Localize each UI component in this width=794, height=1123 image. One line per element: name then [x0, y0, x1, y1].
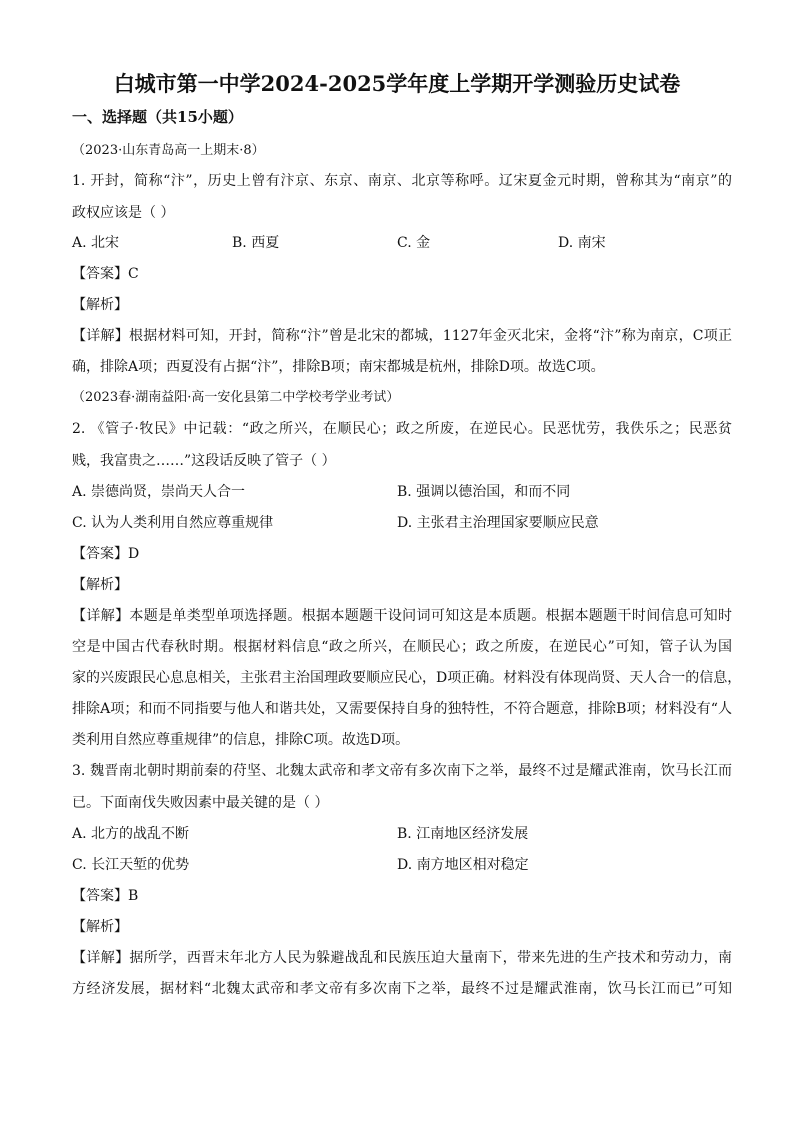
- q1-detail-line1: 【详解】根据材料可知，开封，简称“汴”曾是北宋的都城，1127年金灭北宋，金将“汴”称为南京，C项正: [72, 328, 732, 344]
- q3-option-b: B. 江南地区经济发展: [397, 826, 529, 842]
- q2-answer: 【答案】D: [72, 546, 140, 562]
- q1-stem-line1: 1. 开封，简称“汴”，历史上曾有汴京、东京、南京、北京等称呼。辽宋夏金元时期，曾称其为“南京”的: [72, 173, 732, 189]
- q1-option-d: D. 南宋: [558, 235, 606, 251]
- q2-option-a: A. 崇德尚贤，崇尚天人合一: [72, 484, 246, 500]
- q3-option-a: A. 北方的战乱不断: [72, 826, 190, 842]
- q2-stem-line1: 2. 《管子·牧民》中记载：“政之所兴，在顺民心；政之所废，在逆民心。民恶忧劳，我佚乐之；民恶贫: [72, 421, 732, 437]
- q2-detail-line1: 【详解】本题是单类型单项选择题。根据本题题干设问词可知这是本质题。根据本题题干时间信息可知时: [72, 608, 732, 624]
- q3-stem-line1: 3. 魏晋南北朝时期前秦的苻坚、北魏太武帝和孝文帝有多次南下之举，最终不过是耀武淮南，饮马长江而: [72, 763, 732, 779]
- q2-analysis-label: 【解析】: [72, 577, 128, 593]
- q2-option-b: B. 强调以德治国，和而不同: [397, 484, 571, 500]
- q2-stem-line2: 贱，我富贵之……”这段话反映了管子（ ）: [72, 453, 336, 469]
- q2-detail-line5: 类利用自然应尊重规律”的信息，排除C项。故选D项。: [72, 732, 410, 748]
- q3-option-c: C. 长江天堑的优势: [72, 857, 190, 873]
- q3-stem-line2: 已。下面南伐失败因素中最关键的是（ ）: [72, 795, 329, 811]
- q2-detail-line4: 排除A项；和而不同指要与他人和谐共处，又需要保持自身的独特性，不符合题意，排除B项；材料没有“人: [72, 701, 732, 717]
- q1-source: （2023·山东青岛高一上期末·8）: [72, 143, 265, 158]
- q1-option-a: A. 北宋: [72, 235, 120, 251]
- q3-detail-line2: 方经济发展，据材料“北魏太武帝和孝文帝有多次南下之举，最终不过是耀武淮南，饮马长江而已”可知: [72, 981, 732, 997]
- q2-detail-line3: 家的兴废跟民心息息相关，主张君主治国理政要顺应民心，D项正确。材料没有体现尚贤、天人合一的信息，: [72, 670, 742, 686]
- q2-option-c: C. 认为人类利用自然应尊重规律: [72, 515, 274, 531]
- q1-answer: 【答案】C: [72, 266, 139, 282]
- q1-option-b: B. 西夏: [232, 235, 280, 251]
- q1-detail-line2: 确，排除A项；西夏没有占据“汴”，排除B项；南宋都城是杭州，排除D项。故选C项。: [72, 359, 605, 375]
- q3-answer: 【答案】B: [72, 888, 139, 904]
- q2-detail-line2: 空是中国古代春秋时期。根据材料信息“政之所兴，在顺民心；政之所废，在逆民心”可知，管子认为国: [72, 639, 732, 655]
- q3-option-d: D. 南方地区相对稳定: [397, 857, 529, 873]
- page-title: 白城市第一中学2024-2025学年度上学期开学测验历史试卷: [113, 71, 681, 96]
- q1-analysis-label: 【解析】: [72, 297, 128, 313]
- q1-option-c: C. 金: [397, 235, 431, 251]
- q2-source: （2023春·湖南益阳·高一安化县第二中学校考学业考试）: [72, 390, 400, 405]
- q3-analysis-label: 【解析】: [72, 919, 128, 935]
- q1-stem-line2: 政权应该是（ ）: [72, 205, 175, 221]
- q3-detail-line1: 【详解】据所学，西晋末年北方人民为躲避战乱和民族压迫大量南下，带来先进的生产技术和劳动力，南: [72, 950, 732, 966]
- q2-option-d: D. 主张君主治理国家要顺应民意: [397, 515, 599, 531]
- section-heading: 一、选择题（共15小题）: [72, 108, 243, 126]
